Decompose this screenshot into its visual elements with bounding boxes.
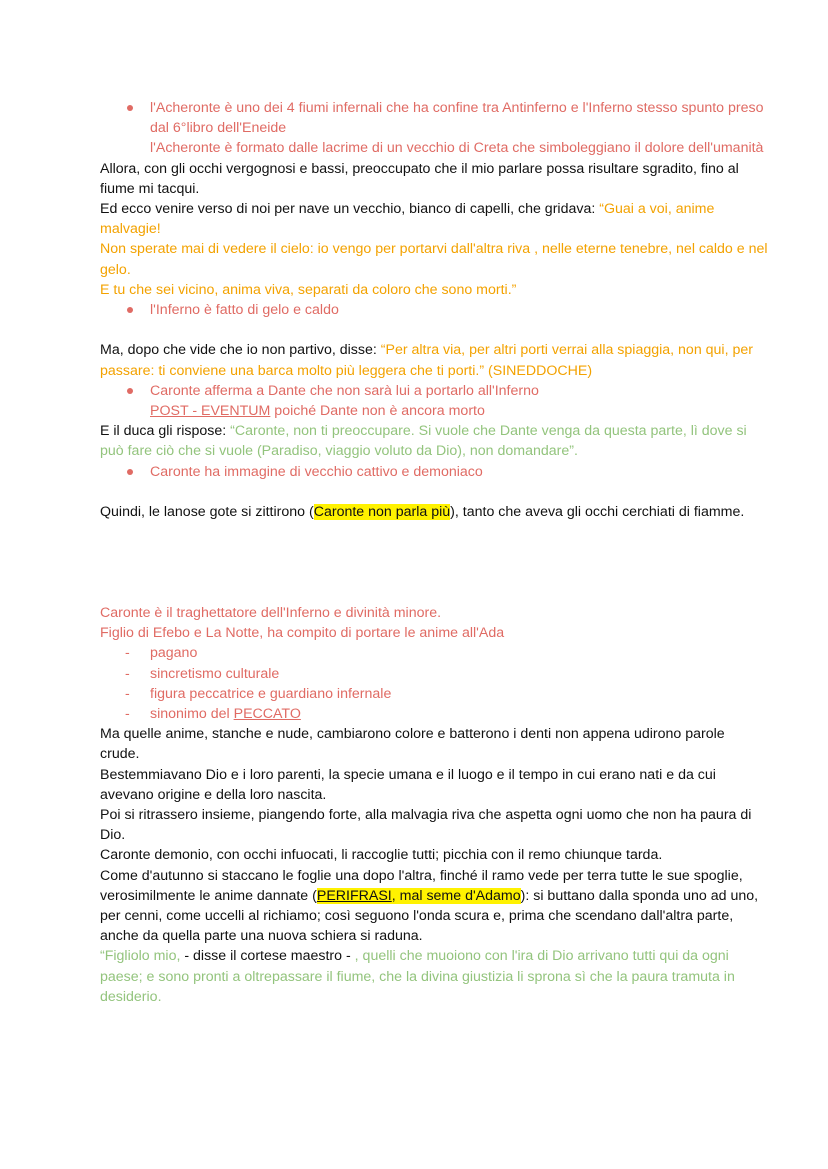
paragraph: Ma quelle anime, stanche e nude, cambiarono colore e batterono i denti non appena udirono parole crude. — [100, 726, 725, 763]
quote-paragraph: E tu che sei vicino, anima viva, separati da coloro che sono morti.” — [100, 281, 517, 298]
dash-text: sinonimo del — [150, 706, 234, 723]
narration-text: - disse il cortese maestro - — [184, 948, 355, 965]
narration-text: Ma, dopo che vide che io non partivo, disse: — [100, 342, 381, 359]
dash-item: - sincretismo culturale — [100, 664, 768, 684]
spacer — [100, 320, 768, 340]
quote-text: , quelli che muoiono con l'ira di Dio arrivano tutti qui da ogni paese; e sono pronti a oltrepassare il fiume, che la divina giustizia li sprona sì che la paura tramuta in desiderio. — [100, 948, 735, 1005]
bullet-continuation: l'Acheronte è formato dalle lacrime di un vecchio di Creta che simboleggiano il dolore dell'umanità — [150, 140, 764, 157]
dash-item: - figura peccatrice e guardiano infernale — [100, 684, 768, 704]
note-line: Caronte è il traghettatore dell'Inferno e divinità minore. — [100, 605, 442, 622]
bullet-list — [100, 300, 768, 320]
paragraph: Allora, con gli occhi vergognosi e bassi, preoccupato che il mio parlare possa risultare sgradito, fino al fiume mi tacqui. — [100, 160, 739, 197]
spacer — [100, 522, 768, 603]
quote-text: “Guai a voi, anime malvagie! — [100, 201, 715, 238]
bullet-item: l'Acheronte è uno dei 4 fiumi infernali che ha confine tra Antinferno e l'Inferno stesso spunto preso dal 6°libro dell'Eneide — [100, 98, 768, 138]
paragraph: Caronte demonio, con occhi infuocati, li raccoglie tutti; picchia con il remo chiunque tarda. — [100, 847, 663, 864]
bullet-item — [100, 381, 768, 421]
narration-text: ), tanto che aveva gli occhi cerchiati di fiamme. — [450, 504, 745, 521]
bullet-item: l'Inferno è fatto di gelo e caldo — [100, 300, 768, 320]
bullet-item: Caronte ha immagine di vecchio cattivo e demoniaco — [100, 462, 768, 482]
paragraph-perifrasi — [100, 866, 768, 947]
spacer — [100, 482, 768, 502]
bullet-list — [100, 462, 768, 482]
underlined-term: PERIFRASI — [316, 887, 392, 904]
underlined-term: POST - EVENTUM — [150, 403, 271, 420]
narration-text: Quindi, le lanose gote si zittirono ( — [100, 504, 314, 521]
quote-text: “Per altra via, per altri porti verrai alla spiaggia, non qui, per passare: ti conviene una barca molto più leggera che ti porti.” (SINEDDOCHE) — [100, 342, 753, 379]
highlighted-text — [317, 888, 521, 904]
paragraph-highlight — [100, 502, 768, 522]
quote-text: “Figliolo mio, — [100, 948, 185, 965]
paragraph-caronte-second — [100, 340, 768, 380]
dash-item: - pagano — [100, 643, 768, 663]
bullet-text: poiché Dante non è ancora morto — [270, 403, 485, 420]
bullet-list — [100, 381, 768, 421]
paragraph-virgilio-reply — [100, 421, 768, 461]
narration-text: Ed ecco venire verso di noi per nave un vecchio, bianco di capelli, che gridava: — [100, 201, 600, 218]
note-line: Figlio di Efebo e La Notte, ha compito di portare le anime all'Ada — [100, 625, 505, 642]
paragraph-caronte-speech — [100, 199, 768, 239]
highlighted-rest: , mal seme d'Adamo — [391, 887, 521, 904]
dash-item — [100, 704, 768, 724]
paragraph: Bestemmiavano Dio e i loro parenti, la specie umana e il luogo e il tempo in cui erano nati e da cui avevano origine e della loro nascita. — [100, 766, 716, 803]
highlighted-text: Caronte non parla più — [313, 504, 451, 521]
bullet-text: Caronte afferma a Dante che non sarà lui a portarlo all'Inferno — [150, 382, 539, 399]
narration-text: ): si buttano dalla sponda uno ad uno, per cenni, come uccelli al richiamo; così seguono l'onda scura e, prima che scendano dall'altra parte, anche da quella parte una nuova schiera si raduna. — [100, 887, 759, 945]
paragraph: Poi si ritrassero insieme, piangendo forte, alla malvagia riva che aspetta ogni uomo che non ha paura di Dio. — [100, 807, 752, 844]
paragraph-virgilio-speech — [100, 946, 768, 1007]
bullet-list-acheronte — [100, 98, 768, 159]
quote-text: “Caronte, non ti preoccupare. Si vuole che Dante venga da questa parte, lì dove si può fare ciò che si vuole (Paradiso, viaggio voluto da Dio), non domandare”. — [100, 423, 747, 460]
narration-text: E il duca gli rispose: — [100, 423, 231, 440]
dash-list — [100, 643, 768, 724]
underlined-term: PECCATO — [233, 706, 301, 723]
narration-text: Come d'autunno si staccano le foglie una dopo l'altra, finché il ramo vede per terra tutte le sue spoglie, verosimilmente le anime dannate ( — [100, 867, 743, 904]
quote-paragraph: Non sperate mai di vedere il cielo: io vengo per portarvi dall'altra riva , nelle eterne tenebre, nel caldo e nel gelo. — [100, 241, 768, 278]
